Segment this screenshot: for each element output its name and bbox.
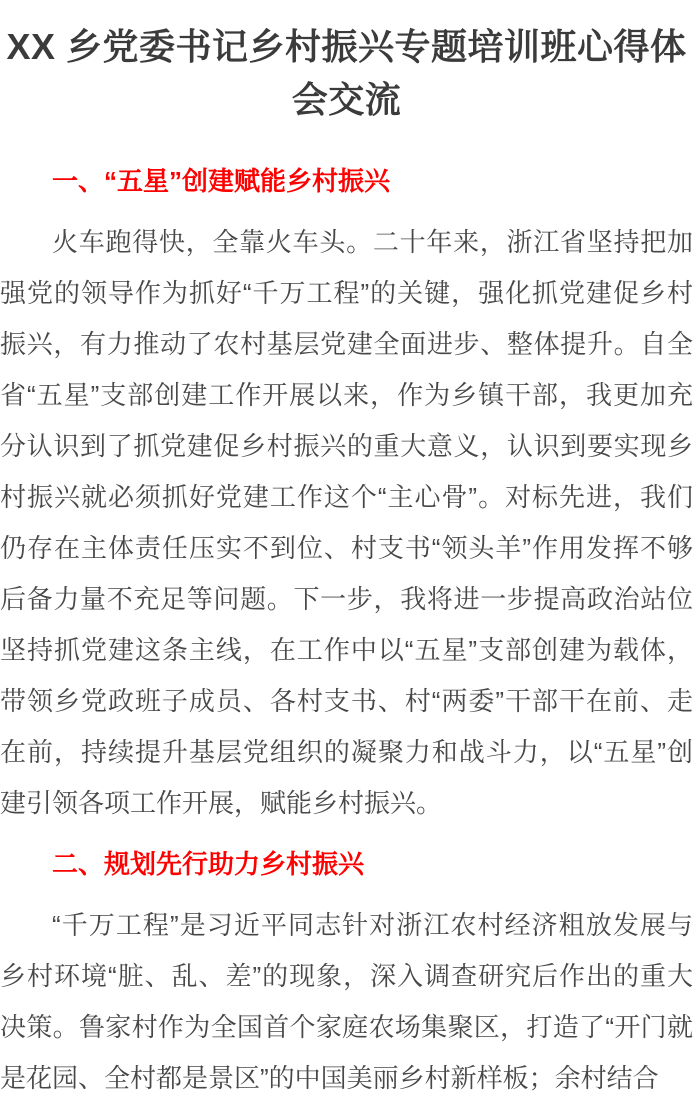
section-2-paragraph: “千万工程”是习近平同志针对浙江农村经济粗放发展与乡村环境“脏、乱、差”的现象，深入调查研究后作出的重大决策。鲁家村作为全国首个家庭农场集聚区，打造了“开门就是花园、全村都是景区”的中国美丽乡村新样板；余村结合 <box>0 910 693 1093</box>
document-title: XX 乡党委书记乡村振兴专题培训班心得体会交流 <box>6 26 687 120</box>
section-heading-1: 一、“五星”创建赋能乡村振兴 <box>52 166 391 196</box>
section-heading-2: 二、规划先行助力乡村振兴 <box>52 849 365 879</box>
section-1-paragraph: 火车跑得快，全靠火车头。二十年来，浙江省坚持把加强党的领导作为抓好“千万工程”的关键，强化抓党建促乡村振兴，有力推动了农村基层党建全面进步、整体提升。自全省“五星”支部创建工作开展以来，作为乡镇干部，我更加充分认识到了抓党建促乡村振兴的重大意义，认识到要实现乡村振兴就必须抓好党建工作这个“主心骨”。对标先进，我们仍存在主体责任压实不到位、村支书“领头羊”作用发挥不够后备力量不充足等问题。下一步，我将进一步提高政治站位坚持抓党建这条主线，在工作中以“五星”支部创建为载体，带领乡党政班子成员、各村支书、村“两委”干部干在前、走在前，持续提升基层党组织的凝聚力和战斗力，以“五星”创建引领各项工作开展，赋能乡村振兴。 <box>0 227 693 818</box>
